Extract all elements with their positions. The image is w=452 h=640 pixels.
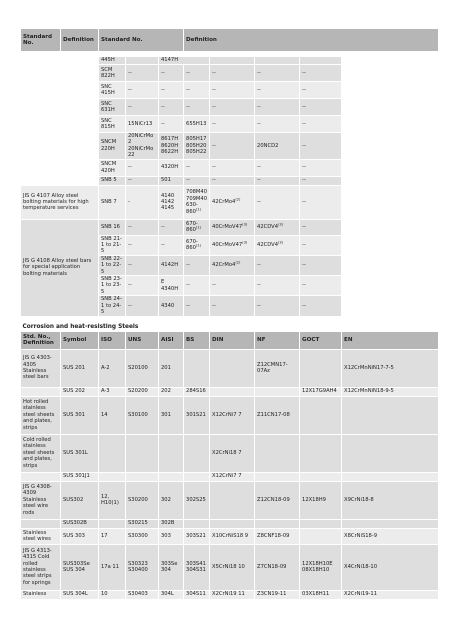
header-definition: Definition: [61, 29, 99, 52]
col-goct: GOCT: [300, 331, 342, 349]
table-row: SNCM 220H 20NiCrMo2 20NiCrMo22 8617H 8620H 8622H 805H17 805H20 805H22 -- 20NCD2 --: [21, 133, 439, 160]
table-row: JIS G 4107 Alloy steel bolting materials for high temperature services SNB 7 - 4140 4142 4145 708M40 709M40 630-860$^{(1)}$ 42CrMo4$^{(2)}$ -- --: [21, 185, 439, 219]
table-row: Hot rolled stainless steel sheets and plates, strips SUS 301 14 S30100 301 301S21 X12CrNi7 7 Z11CN17-08: [21, 396, 439, 434]
table-row: SNB 24-1 to 24-5 -- 4340 -- -- -- --: [21, 296, 439, 316]
table-header: [21, 29, 439, 52]
col-symbol: Symbol: [61, 331, 99, 349]
table-row: SNB 21-1 to 21-5 -- -- 670-860$^{(1)}$ 40CrMoV47$^{(3)}$ 42CDV4$^{(3)}$ --: [21, 235, 439, 255]
header-definition-2: Definition: [184, 29, 439, 52]
col-uns: UNS: [126, 331, 159, 349]
table-row: SNC 815H 15NiCr13 -- 655H13 -- -- --: [21, 116, 439, 133]
col-bs: BS: [184, 331, 210, 349]
table-row: Stainless steel wires SUS 303 17 S30300 303 303S21 X10CrNiS18 9 Z8CNF18-09 X8CrNiS18-9: [21, 528, 439, 544]
table-row: SNCM 420H -- 4320H -- -- -- --: [21, 159, 439, 176]
col-nf: NF: [255, 331, 300, 349]
corrosion-header: [21, 331, 439, 349]
table-row: Stainless SUS 304L 10 S30403 304L 304S11 X2CrNi19 11 Z3CN19-11 03X18H11 X2CrNi19-11: [21, 590, 439, 599]
table-row: SNB 5 -- 501 -- -- -- --: [21, 176, 439, 185]
header-std-no-2: Standard No.: [99, 29, 184, 52]
definition-jis-g-4108: JIS G 4108 Alloy steel bars for special application bolting materials: [21, 219, 99, 316]
table-row: JIS G 4308-4309 Stainless steel wire rods SUS302 12, H10(1) S30200 302 302S25 Z12CN18-09 12X18H9 X9CrNi18-8: [21, 481, 439, 519]
col-en: EN: [342, 331, 439, 349]
table-row: SNC 415H -- -- -- -- -- --: [21, 82, 439, 99]
table-row: SCM 822H -- -- -- -- -- --: [21, 65, 439, 82]
table-row: SUS 301J1 X12CrNi7 7: [21, 472, 439, 481]
table-row: 445H 4147H: [21, 57, 439, 65]
table-row: JIS G 4313-4315 Cold rolled stainless steel strips for springs SUS303Se SUS 304 17a 11 S30323 S30400 303Se 304 303S41 304S31 X5CrNi18 10 Z7CN18-09 12X18H10E 08X18H10 X4CrNi18-10: [21, 544, 439, 590]
col-aisi: AISI: [159, 331, 184, 349]
col-std-no: Std. No., Definition: [21, 331, 61, 349]
section-title-corrosion: Corrosion and heat-resisting Steels: [21, 316, 439, 331]
table-row: SNC 631H -- -- -- -- -- --: [21, 99, 439, 116]
table-row: SNB 23-1 to 23-5 -- E 4340H -- -- -- --: [21, 276, 439, 296]
table-row: JIS G 4303-4305 Stainless steel bars SUS 201 A-2 S20100 201 Z12CMN17-07Az X12CrMnNiN17-7-5: [21, 349, 439, 387]
definition-jis-g-4107: JIS G 4107 Alloy steel bolting materials for high temperature services: [21, 185, 99, 219]
col-iso: ISO: [99, 331, 126, 349]
table-row: SUS302B S30215 302B: [21, 519, 439, 528]
header-std-no: Standard No.: [21, 29, 61, 52]
table-row: SNB 22-1 to 22-5 -- 4142H -- 42CrMo4$^{(2)}$ -- --: [21, 255, 439, 275]
table-row: JIS G 4108 Alloy steel bars for special application bolting materials SNB 16 -- -- 670-860$^{(1)}$ 40CrMoV47$^{(3)}$ 42CDV4$^{(3)}$ --: [21, 219, 439, 235]
document-page: [20, 28, 438, 600]
col-din: DIN: [210, 331, 255, 349]
table-row: SUS 202 A-3 S20200 202 284S16 12X17G9AH4 X12CrMnNiN18-9-5: [21, 387, 439, 396]
steel-standards-table: [20, 28, 439, 600]
table-row: Cold rolled stainless steel sheets and plates, strips SUS 301L X2CrNi18 7: [21, 434, 439, 472]
